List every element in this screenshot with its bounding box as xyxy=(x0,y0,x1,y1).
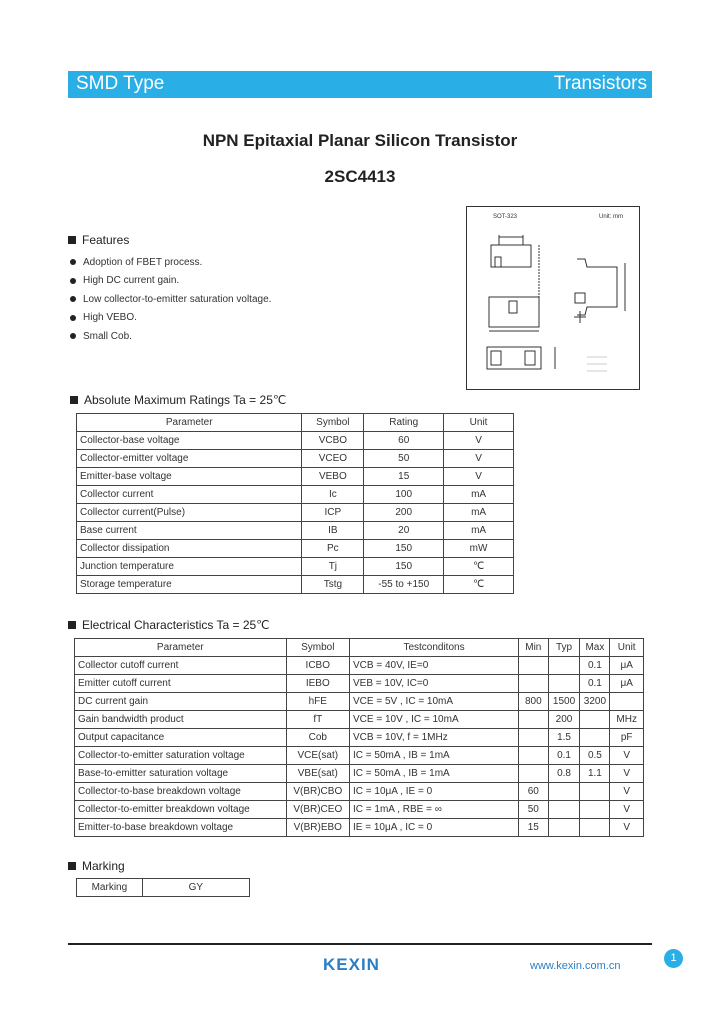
column-header: Testconditons xyxy=(350,639,519,657)
features-list xyxy=(70,253,271,346)
table-cell: Collector-base voltage xyxy=(77,432,302,450)
table-cell: VCE = 10V , IC = 10mA xyxy=(350,711,519,729)
table-cell: hFE xyxy=(286,693,349,711)
column-header: Parameter xyxy=(77,414,302,432)
column-header: Max xyxy=(580,639,610,657)
round-bullet-icon xyxy=(70,315,76,321)
table-cell: 200 xyxy=(364,504,444,522)
table-cell xyxy=(519,729,549,747)
footer-divider xyxy=(68,943,652,945)
table-cell: mW xyxy=(444,540,514,558)
package-diagram xyxy=(466,206,640,390)
table-cell: VBE(sat) xyxy=(286,765,349,783)
table-cell: IEBO xyxy=(286,675,349,693)
table-cell: Ic xyxy=(302,486,364,504)
table-row xyxy=(75,693,644,711)
table-row xyxy=(77,468,514,486)
table-cell xyxy=(548,801,580,819)
table-cell: μA xyxy=(610,675,644,693)
table-cell: Base-to-emitter saturation voltage xyxy=(75,765,287,783)
table-cell xyxy=(580,783,610,801)
table-cell: -55 to +150 xyxy=(364,576,444,594)
table-cell: Tj xyxy=(302,558,364,576)
column-header: Symbol xyxy=(302,414,364,432)
column-header: Unit xyxy=(610,639,644,657)
table-cell: Gain bandwidth product xyxy=(75,711,287,729)
marking-value: GY xyxy=(142,879,249,897)
table-row xyxy=(75,711,644,729)
table-cell: V(BR)CBO xyxy=(286,783,349,801)
table-cell: VCB = 40V, IE=0 xyxy=(350,657,519,675)
table-row xyxy=(75,801,644,819)
kexin-logo: KEXIN xyxy=(323,955,380,974)
table-cell: 1.5 xyxy=(548,729,580,747)
table-cell: Collector-to-emitter saturation voltage xyxy=(75,747,287,765)
footer-url[interactable]: www.kexin.com.cn xyxy=(530,960,621,972)
table-cell: V xyxy=(444,432,514,450)
table-cell: 100 xyxy=(364,486,444,504)
table-cell: Collector current xyxy=(77,486,302,504)
table-cell: Collector cutoff current xyxy=(75,657,287,675)
table-cell: Emitter-to-base breakdown voltage xyxy=(75,819,287,837)
table-cell: ℃ xyxy=(444,576,514,594)
marking-label: Marking xyxy=(77,879,143,897)
table-cell: V(BR)CEO xyxy=(286,801,349,819)
table-cell: Tstg xyxy=(302,576,364,594)
round-bullet-icon xyxy=(70,333,76,339)
page-number: 1 xyxy=(664,949,683,968)
table-cell: Collector-to-base breakdown voltage xyxy=(75,783,287,801)
table-cell: ICP xyxy=(302,504,364,522)
table-cell: 60 xyxy=(519,783,549,801)
table-cell xyxy=(580,729,610,747)
round-bullet-icon xyxy=(70,278,76,284)
table-cell xyxy=(580,801,610,819)
table-cell: VEBO xyxy=(302,468,364,486)
table-cell: IC = 10μA , IE = 0 xyxy=(350,783,519,801)
table-row xyxy=(77,504,514,522)
table-cell: Pc xyxy=(302,540,364,558)
table-cell xyxy=(548,819,580,837)
table-cell: 0.1 xyxy=(548,747,580,765)
table-cell xyxy=(519,765,549,783)
header-right: Transistors xyxy=(553,73,647,94)
table-row xyxy=(75,675,644,693)
abs-max-table xyxy=(76,413,514,594)
table-cell: Collector dissipation xyxy=(77,540,302,558)
table-cell: 3200 xyxy=(580,693,610,711)
feature-item: Small Cob. xyxy=(70,327,271,346)
table-cell: 15 xyxy=(519,819,549,837)
package-unit: Unit: mm xyxy=(599,214,623,220)
table-cell: V(BR)EBO xyxy=(286,819,349,837)
table-cell: fT xyxy=(286,711,349,729)
feature-item: High VEBO. xyxy=(70,309,271,328)
package-label: SOT-323 xyxy=(493,214,518,220)
column-header: Parameter xyxy=(75,639,287,657)
table-cell xyxy=(610,693,644,711)
table-cell: IC = 50mA , IB = 1mA xyxy=(350,765,519,783)
feature-item: Low collector-to-emitter saturation voltage. xyxy=(70,290,271,309)
table-cell: VCBO xyxy=(302,432,364,450)
table-row xyxy=(75,783,644,801)
table-row xyxy=(75,765,644,783)
table-cell: 1.1 xyxy=(580,765,610,783)
table-row xyxy=(75,657,644,675)
table-cell xyxy=(548,783,580,801)
table-cell: VCEO xyxy=(302,450,364,468)
table-row xyxy=(75,729,644,747)
table-cell: ℃ xyxy=(444,558,514,576)
table-cell: VCE = 5V , IC = 10mA xyxy=(350,693,519,711)
table-cell xyxy=(519,657,549,675)
square-bullet-icon xyxy=(68,236,76,244)
package-outline-drawing xyxy=(467,207,639,389)
round-bullet-icon xyxy=(70,296,76,302)
marking-table xyxy=(76,878,250,897)
table-cell: IC = 1mA , RBE = ∞ xyxy=(350,801,519,819)
table-row xyxy=(77,432,514,450)
table-cell: 150 xyxy=(364,558,444,576)
table-cell: DC current gain xyxy=(75,693,287,711)
column-header: Rating xyxy=(364,414,444,432)
table-cell: 50 xyxy=(364,450,444,468)
table-cell: Collector-to-emitter breakdown voltage xyxy=(75,801,287,819)
table-cell xyxy=(580,819,610,837)
square-bullet-icon xyxy=(68,862,76,870)
table-cell: Junction temperature xyxy=(77,558,302,576)
table-cell: V xyxy=(610,783,644,801)
table-cell xyxy=(580,711,610,729)
table-cell: pF xyxy=(610,729,644,747)
page-title: NPN Epitaxial Planar Silicon Transistor xyxy=(202,131,518,150)
table-cell: MHz xyxy=(610,711,644,729)
table-row xyxy=(77,540,514,558)
table-cell: 800 xyxy=(519,693,549,711)
table-cell: Storage temperature xyxy=(77,576,302,594)
table-cell: 0.1 xyxy=(580,657,610,675)
table-cell xyxy=(519,711,549,729)
table-cell: 60 xyxy=(364,432,444,450)
table-cell: V xyxy=(444,450,514,468)
column-header: Min xyxy=(519,639,549,657)
table-row xyxy=(75,747,644,765)
table-cell: VCB = 10V, f = 1MHz xyxy=(350,729,519,747)
table-cell: mA xyxy=(444,504,514,522)
table-cell xyxy=(548,657,580,675)
round-bullet-icon xyxy=(70,259,76,265)
table-cell: 1500 xyxy=(548,693,580,711)
table-cell: IE = 10μA , IC = 0 xyxy=(350,819,519,837)
table-cell: Emitter-base voltage xyxy=(77,468,302,486)
table-cell: VCE(sat) xyxy=(286,747,349,765)
column-header: Unit xyxy=(444,414,514,432)
table-cell: 20 xyxy=(364,522,444,540)
table-cell: IB xyxy=(302,522,364,540)
table-row xyxy=(77,576,514,594)
table-cell: Cob xyxy=(286,729,349,747)
elec-heading: Electrical Characteristics Ta = 25℃ xyxy=(68,618,270,632)
column-header: Typ xyxy=(548,639,580,657)
table-cell: mA xyxy=(444,486,514,504)
table-row xyxy=(77,486,514,504)
table-cell: V xyxy=(610,801,644,819)
table-cell: V xyxy=(444,468,514,486)
table-cell: mA xyxy=(444,522,514,540)
table-cell: 15 xyxy=(364,468,444,486)
table-row xyxy=(77,522,514,540)
part-number: 2SC4413 xyxy=(324,167,396,186)
table-cell: μA xyxy=(610,657,644,675)
table-cell: Output capacitance xyxy=(75,729,287,747)
table-cell: 0.1 xyxy=(580,675,610,693)
table-cell: 150 xyxy=(364,540,444,558)
table-cell xyxy=(519,675,549,693)
table-cell xyxy=(519,747,549,765)
table-cell: V xyxy=(610,747,644,765)
table-cell: VEB = 10V, IC=0 xyxy=(350,675,519,693)
table-cell: Emitter cutoff current xyxy=(75,675,287,693)
header-banner xyxy=(68,71,652,98)
table-row xyxy=(75,819,644,837)
table-cell: 0.8 xyxy=(548,765,580,783)
table-cell: 50 xyxy=(519,801,549,819)
table-cell: Base current xyxy=(77,522,302,540)
table-row xyxy=(77,558,514,576)
table-cell: 0.5 xyxy=(580,747,610,765)
column-header: Symbol xyxy=(286,639,349,657)
table-cell xyxy=(548,675,580,693)
square-bullet-icon xyxy=(68,621,76,629)
square-bullet-icon xyxy=(70,396,78,404)
table-cell: 200 xyxy=(548,711,580,729)
marking-heading: Marking xyxy=(68,859,125,873)
header-left: SMD Type xyxy=(76,73,165,94)
feature-item: High DC current gain. xyxy=(70,272,271,291)
abs-max-heading: Absolute Maximum Ratings Ta = 25℃ xyxy=(70,393,286,407)
features-heading: Features xyxy=(68,233,129,247)
table-cell: Collector-emitter voltage xyxy=(77,450,302,468)
elec-table xyxy=(74,638,644,837)
table-cell: V xyxy=(610,765,644,783)
table-cell: Collector current(Pulse) xyxy=(77,504,302,522)
table-row xyxy=(77,450,514,468)
table-cell: ICBO xyxy=(286,657,349,675)
feature-item: Adoption of FBET process. xyxy=(70,253,271,272)
table-cell: IC = 50mA , IB = 1mA xyxy=(350,747,519,765)
table-cell: V xyxy=(610,819,644,837)
